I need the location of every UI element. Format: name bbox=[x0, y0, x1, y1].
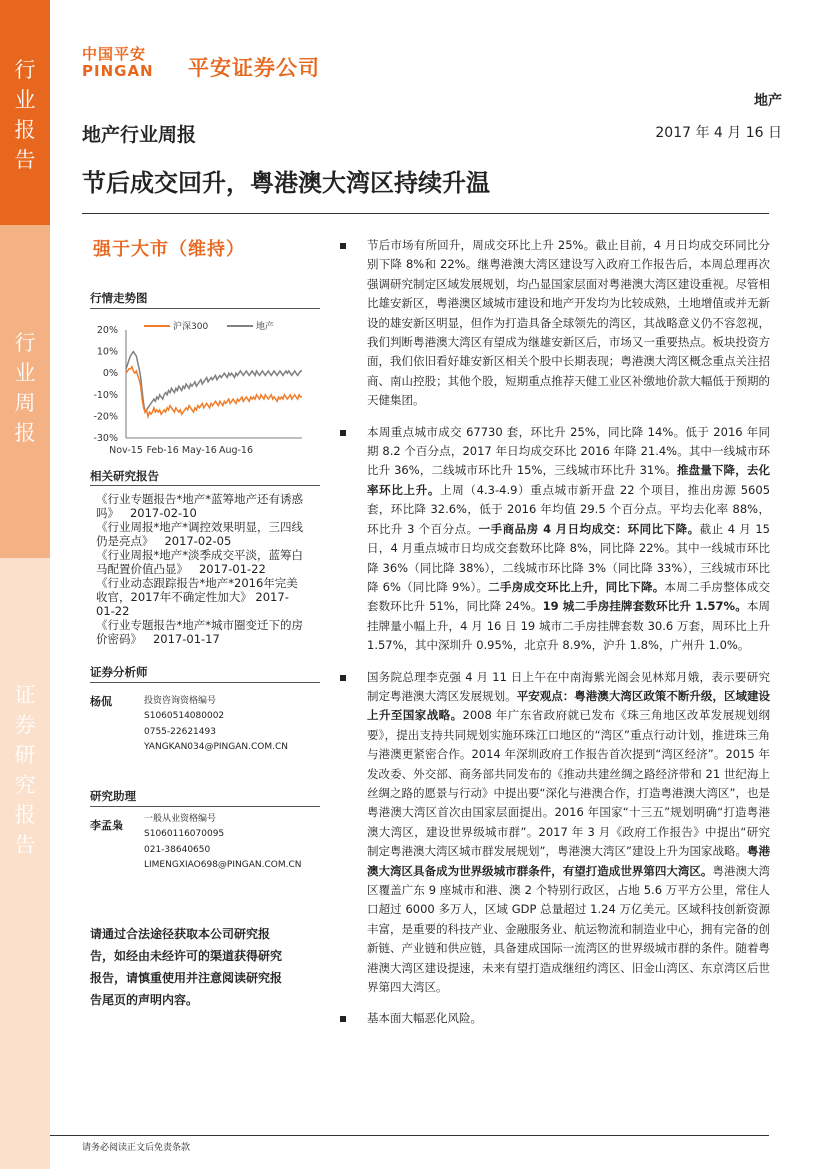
y-tick-label: 20% bbox=[96, 325, 118, 336]
assistant-info: 一般从业资格编号 S1060116070095 021-38640650 LIMENGXIAO698@PINGAN.COM.CN bbox=[144, 812, 301, 873]
analyst-name: 杨侃 bbox=[90, 695, 112, 708]
title-divider bbox=[82, 213, 769, 214]
side-label-top: 行业报告 bbox=[14, 58, 36, 172]
sector-label: 地产 bbox=[754, 93, 782, 109]
bullet-weekly-deals: 本周重点城市成交 67730 套，环比升 25%，同比降 14%。低于 2016 年同期 8.2 个百分点，2017 年日均成交环比 2016 年降 21.4%。其中一线城市环比升 36%，二线城市环比升 15%，三线城市环比升 31%。推盘量下降，去化率环比上升。上周（4.3-4.9）重点城市新开盘 22 个项目，推出房源 5605 套，环比降 32.6%，低于 2016 年均值 29.5 个百分点。平均去化率 88%，环比升 3 个百分点。一手商品房 4 月日均成交：环同比下降。截止 4 月 15 日，4 月重点城市日均成交套数环比降 8%，同比降 22%。其中一线城市环比降 36%（同比降 38%），二线城市环比降 3%（同比降 33%），三线城市环比降 6%（同比降 9%）。二手房成交环比上升，同比下降。本周二手房整体成交套数环比升 51%，同比降 24%。19 城二手房挂牌套数环比升 1.57%。本周挂牌量小幅上升，4 月 16 日 19 城市二手房挂牌套数 30.6 万套，周环比上升 1.57%，其中深圳升 0.95%，北京升 8.9%，沪升 1.8%，广州升 1.0%。 bbox=[340, 423, 770, 656]
logo-en: PINGAN bbox=[82, 62, 154, 80]
section-divider bbox=[90, 682, 320, 683]
report-date: 2017 年 4 月 16 日 bbox=[655, 125, 782, 141]
side-band-mid bbox=[0, 225, 50, 558]
bullet-weekly-news: 国务院总理李克强 4 月 11 日上午在中南海紫光阁会见林郑月娥，表示要研究制定粤港澳大湾区发展规划。平安观点：粤港澳大湾区政策不断升级，区域建设上升至国家战略。2008 年广东省政府就已发布《珠三角地区改革发展规划纲要》，提出支持共同规划实施环珠江口地区的“湾区”重点行动计划，推进珠三角与港澳更紧密合作。2014 年深圳政府工作报告首次提到“湾区经济”。2015 年发改委、外交部、商务部共同发布的《推动共建丝绸之路经济带和 21 世纪海上丝绸之路的愿景与行动》中提出要“深化与港澳合作，打造粤港澳大湾区”，也是粤港澳大湾区首次由国家层面提出。2016 年国家“十三五”规划明确“打造粤港澳大湾区，建设世界级城市群”。2017 年 3 月《政府工作报告》中提出“研究制定粤港澳大湾区城市群发展规划”，粤港澳大湾区”建设上升为国家战略。粤港澳大湾区具备成为世界级城市群条件，有望打造成世界第四大湾区。粤港澳大湾区覆盖广东 9 座城市和港、澳 2 个特别行政区，占地 5.6 万平方公里，常住人口超过 6000 多万人，区域 GDP 总量超过 1.24 万亿美元。区域科技创新资源丰富，是重要的科技产业、金融服务业、航运物流和制造业中心，拥有完备的创新链、产业链和供应链，具备建成国际一流湾区的世界级城市群的条件。随着粤港澳大湾区建设提速，未来有望打造成继纽约湾区、旧金山湾区、东京湾区后世界第四大湾区。 bbox=[340, 668, 770, 998]
main-body bbox=[340, 236, 770, 1041]
section-divider bbox=[90, 485, 320, 486]
related-report-item[interactable]: 《行业动态跟踪报告*地产*2016年完美收官，2017年不确定性加大》 2017-01-22 bbox=[96, 576, 298, 618]
related-report-item[interactable]: 《行业专题报告*地产*城市圈变迁下的房价密码》 2017-01-17 bbox=[96, 618, 303, 646]
section-divider bbox=[90, 308, 320, 309]
x-tick-label: Aug-16 bbox=[218, 445, 254, 456]
side-band-top bbox=[0, 0, 50, 225]
page-title: 节后成交回升，粤港澳大湾区持续升温 bbox=[82, 169, 490, 197]
footer-divider bbox=[50, 1135, 769, 1136]
bullet-weekly-view: 节后市场有所回升，周成交环比上升 25%。截止目前，4 月日均成交环同比分别下降 8%和 22%。继粤港澳大湾区建设写入政府工作报告后，本周总理再次强调研究制定区域发展规划，均凸显国家层面对粤港澳大湾区建设重视。尽管相比雄安新区，粤港澳区域城市建设和地产开发均为比较成熟，土地增值或并无新设的雄安新区明显，但作为打造具备全球领先的湾区，其战略意义仍不容忽视，我们判断粤港澳大湾区有望成为继雄安新区后，市场又一重要热点。板块投资方面，我们依旧看好雄安新区相关个股中长期表现；粤港澳大湾区概念重点关注招商、南山控股；其他个股，短期重点推荐天健工业区补缴地价款大幅低于预期的天健集团。 bbox=[340, 236, 770, 411]
assistant-name: 李孟枭 bbox=[90, 819, 123, 832]
related-report-item[interactable]: 《行业周报*地产*调控效果明显，三四线仍是亮点》 2017-02-05 bbox=[96, 520, 303, 548]
company-name: 平安证券公司 bbox=[188, 56, 320, 80]
analyst-info: 投资咨询资格编号 S1060514080002 0755-22621493 YANGKAN034@PINGAN.COM.CN bbox=[144, 694, 288, 755]
y-tick-label: -30% bbox=[93, 433, 118, 444]
x-tick-label: Nov-15 bbox=[109, 445, 143, 456]
y-tick-label: 10% bbox=[96, 346, 118, 358]
x-tick-label: May-16 bbox=[181, 445, 217, 456]
y-tick-label: -10% bbox=[93, 389, 118, 401]
report-type: 地产行业周报 bbox=[82, 124, 197, 146]
side-label-bottom: 证券研究报告 bbox=[14, 683, 36, 857]
footer-note: 请务必阅读正文后免责条款 bbox=[82, 1143, 191, 1153]
section-trend-title: 行情走势图 bbox=[90, 291, 148, 305]
y-tick-label: -20% bbox=[93, 411, 118, 423]
rating-label: 强于大市（维持） bbox=[93, 239, 245, 260]
x-tick-label: Feb-16 bbox=[146, 445, 179, 456]
y-tick-label: 0% bbox=[102, 368, 118, 380]
analyst-email[interactable]: YANGKAN034@PINGAN.COM.CN bbox=[144, 741, 289, 752]
bullet-risk: 基本面大幅恶化风险。 bbox=[340, 1009, 770, 1028]
side-label-mid: 行业周报 bbox=[14, 331, 36, 445]
related-report-item[interactable]: 《行业专题报告*地产*蓝筹地产还有诱惑吗》 2017-02-10 bbox=[96, 492, 303, 520]
trend-chart bbox=[82, 318, 322, 464]
section-divider bbox=[90, 806, 320, 807]
assistant-email[interactable]: LIMENGXIAO698@PINGAN.COM.CN bbox=[144, 859, 302, 870]
legend-label-hs300: 沪深300 bbox=[173, 322, 209, 332]
related-reports-list bbox=[96, 492, 306, 646]
logo-cn: 中国平安 bbox=[82, 45, 147, 63]
related-report-item[interactable]: 《行业周报*地产*淡季成交平淡，蓝筹白马配置价值凸显》 2017-01-22 bbox=[96, 548, 303, 576]
legend-label-property: 地产 bbox=[256, 322, 275, 332]
section-analyst-title: 证券分析师 bbox=[90, 665, 148, 679]
section-assistant-title: 研究助理 bbox=[90, 789, 136, 803]
side-band-bottom bbox=[0, 558, 50, 1169]
section-related-title: 相关研究报告 bbox=[90, 469, 159, 483]
disclaimer: 请通过合法途径获取本公司研究报告，如经由未经许可的渠道获得研究报告，请慎重使用并注意阅读研究报告尾页的声明内容。 bbox=[90, 927, 283, 1007]
